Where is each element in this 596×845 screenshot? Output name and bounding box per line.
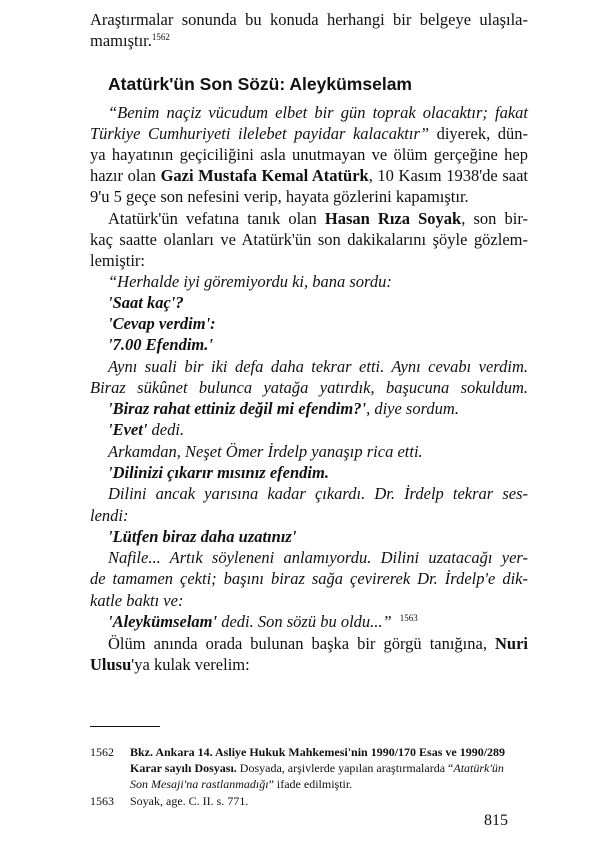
quote-line: lendi: xyxy=(90,506,129,525)
text-line: 9'u 5 geçe son nefesini verip, hayata gözlerini kapamıştır. xyxy=(90,187,469,206)
footnote-text: Dosyada, arşivlerde yapılan araştırmalarda “ xyxy=(236,761,454,775)
text-line: kaç saatte olanları ve Atatürk'ün son dakikalarını şöyle gözlem- xyxy=(90,230,528,249)
quote-line: Arkamdan, Neşet Ömer İrdelp yanaşıp rica etti. xyxy=(108,442,423,461)
quote-line xyxy=(108,398,546,419)
quote-line: de tamamen çekti; başını biraz sağa çevirerek Dr. İrdelp'e dik- xyxy=(90,569,528,588)
quote-text: 'Biraz rahat ettiniz değil mi efendim?' xyxy=(108,399,367,418)
footnote-line xyxy=(130,761,504,776)
footnote-ref: 1562 xyxy=(151,32,170,42)
quote-text: dedi. Son sözü bu oldu...” xyxy=(217,612,392,631)
quote-text: , diye sordum. xyxy=(366,399,459,418)
text-line: lemiştir: xyxy=(90,251,145,270)
line-text: mamıştır. xyxy=(90,31,152,50)
quote-line: Nafile... Artık söyleneni anlamıyordu. Dilini uzatacağı yer- xyxy=(108,548,528,567)
text-line xyxy=(108,633,528,654)
name-bold: Nuri xyxy=(495,634,528,653)
footnote-bold: Karar sayılı Dosyası. xyxy=(130,761,237,775)
line-text: , 10 Kasım 1938'de saat xyxy=(368,166,529,185)
quote-line: Biraz sükûnet bulunca yatağa yatırdık, başucuna sokuldum. xyxy=(90,378,528,397)
quote-text: 'Evet' xyxy=(108,420,148,439)
footnote-italic: Atatürk'ün xyxy=(453,761,504,775)
text-line xyxy=(108,208,528,229)
text-line: Araştırmalar sonunda bu konuda herhangi bir belgeye ulaşıla- xyxy=(90,10,528,29)
footnote-line xyxy=(130,777,352,792)
footnote-ref: 1563 xyxy=(399,613,418,623)
footnote-number: 1563 xyxy=(90,794,114,808)
name-bold: Gazi Mustafa Kemal Atatürk xyxy=(160,166,369,185)
text-line xyxy=(90,30,528,51)
name-bold: Hasan Rıza Soyak xyxy=(324,209,462,228)
quote-text: dedi. xyxy=(147,420,185,439)
footnote-divider xyxy=(90,726,160,727)
line-text: 'ya kulak verelim: xyxy=(131,655,250,674)
line-text: , son bir- xyxy=(461,209,528,228)
page-number: 815 xyxy=(484,812,508,829)
line-text: Atatürk'ün vefatına tanık olan xyxy=(108,209,325,228)
footnote-line: Bkz. Ankara 14. Asliye Hukuk Mahkemesi'nin 1990/170 Esas ve 1990/289 xyxy=(130,745,506,759)
quote-text: Türkiye Cumhuriyeti ilelebet payidar kalacaktır” xyxy=(90,124,430,143)
quote-line xyxy=(108,611,546,632)
quote-line: Aynı suali bir iki defa daha tekrar etti. Aynı cevabı verdim. xyxy=(108,357,528,376)
text-line xyxy=(90,123,528,144)
quote-line: '7.00 Efendim.' xyxy=(108,335,213,354)
quote-line: Dilini ancak yarısına kadar çıkardı. Dr. İrdelp tekrar ses- xyxy=(108,484,528,503)
footnote-italic: Son Mesaji'na rastlanmadığı xyxy=(130,777,269,791)
footnote-line: Soyak, age. C. II. s. 771. xyxy=(130,794,249,808)
footnote-text: ” ifade edilmiştir. xyxy=(268,777,353,791)
line-text: diyerek, dün- xyxy=(429,124,528,143)
text-line xyxy=(90,165,528,186)
line-text: hazır olan xyxy=(90,166,161,185)
name-bold: Ulusu xyxy=(90,655,132,674)
quote-line xyxy=(108,419,546,440)
quote-line: “Benim naçiz vücudum elbet bir gün toprak olacaktır; fakat xyxy=(108,103,528,122)
section-heading: Atatürk'ün Son Sözü: Aleykümselam xyxy=(108,74,412,94)
text-line xyxy=(90,654,528,675)
quote-line: katle baktı ve: xyxy=(90,591,184,610)
quote-line: 'Saat kaç'? xyxy=(108,293,184,312)
quote-line: 'Lütfen biraz daha uzatınız' xyxy=(108,527,297,546)
footnote-number: 1562 xyxy=(90,745,114,759)
quote-text: 'Aleykümselam' xyxy=(108,612,218,631)
quote-line: “Herhalde iyi göremiyordu ki, bana sordu: xyxy=(108,272,392,291)
line-text: Ölüm anında orada bulunan başka bir görgü tanığına, xyxy=(108,634,495,653)
text-line: ya hayatının geçiciliğini asla unutmayan ve ölüm gerçeğine hep xyxy=(90,145,528,164)
quote-line: 'Dilinizi çıkarır mısınız efendim. xyxy=(108,463,329,482)
quote-line: 'Cevap verdim': xyxy=(108,314,216,333)
